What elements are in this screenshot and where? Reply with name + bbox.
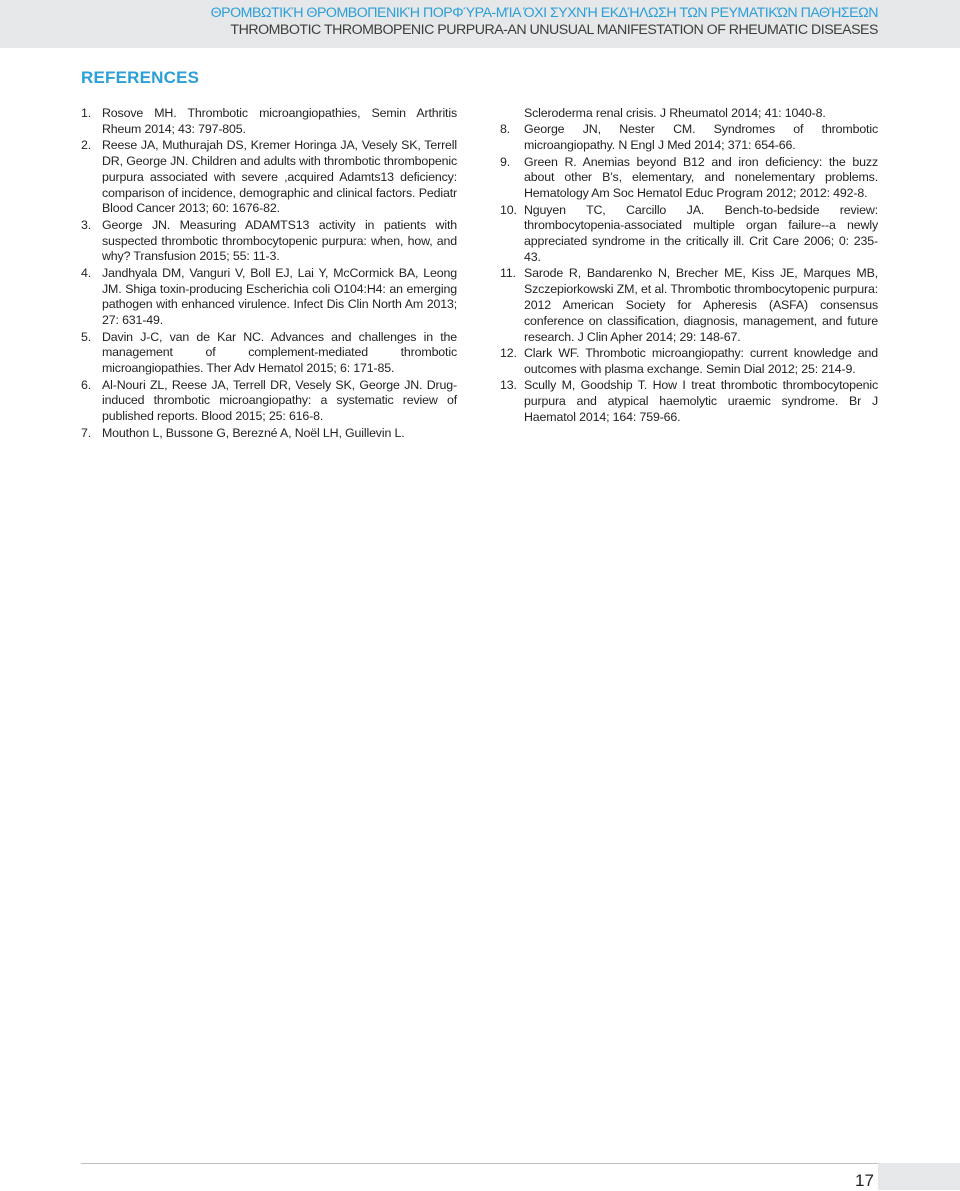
reference-number: 7. <box>81 425 92 440</box>
reference-item <box>81 218 457 265</box>
reference-continuation: Scleroderma renal crisis. J Rheumatol 2014; 41: 1040-8. <box>524 106 826 120</box>
reference-item <box>81 378 457 425</box>
running-header <box>0 0 960 48</box>
footer-rule <box>81 1163 878 1164</box>
reference-item <box>500 203 878 266</box>
reference-number: 8. <box>500 122 511 137</box>
references-right-column <box>500 106 878 426</box>
reference-item <box>500 155 878 202</box>
reference-text: Scully M, Goodship T. How I treat thrombotic thrombocytopenic purpura and atypical haemolytic uraemic syndrome. Br J Haematol 2014; 164: 759-66. <box>524 378 878 424</box>
reference-number: 10. <box>500 202 517 217</box>
page-number: 17 <box>855 1171 874 1190</box>
reference-number: 2. <box>81 138 92 153</box>
reference-item <box>81 266 457 329</box>
reference-item <box>81 426 457 442</box>
section-title: REFERENCES <box>81 68 200 87</box>
reference-number: 3. <box>81 217 92 232</box>
reference-number: 1. <box>81 106 92 120</box>
reference-number: 11. <box>500 266 516 281</box>
reference-text: Al-Nouri ZL, Reese JA, Terrell DR, Vesely SK, George JN. Drug-induced thrombotic microangiopathy: a systematic review of published reports. Blood 2015; 25: 616-8. <box>102 377 457 424</box>
reference-text: Nguyen TC, Carcillo JA. Bench-to-bedside review: thrombocytopenia-associated multiple organ failure--a newly appreciated syndrome in the critically ill. Crit Care 2006; 0: 235-43. <box>524 202 878 264</box>
reference-number: 12. <box>500 345 517 360</box>
reference-text: Rosove MH. Thrombotic microangiopathies, Semin Arthritis Rheum 2014; 43: 797-805. <box>102 106 457 136</box>
reference-text: Reese JA, Muthurajah DS, Kremer Horinga JA, Vesely SK, Terrell DR, George JN. Children and adults with thrombotic thrombopenic purpura associated with severe ,acquired Adamts13 deficiency: comparison of incidence, demographic and clinical factors. Pediatr Blood Cancer 2013; 60: 1676-82. <box>102 138 457 216</box>
reference-number: 9. <box>500 154 511 169</box>
reference-item <box>500 266 878 345</box>
reference-text: Green R. Anemias beyond B12 and iron deficiency: the buzz about other B’s, elementary, and nonelementary problems. Hematology Am Soc Hematol Educ Program 2012; 2012: 492-8. <box>524 154 878 201</box>
footer-tab <box>878 1163 960 1190</box>
header-english-title: THROMBOTIC THROMBOPENIC PURPURA-AN UNUSUAL MANIFESTATION OF RHEUMATIC DISEASES <box>230 22 878 38</box>
reference-item <box>500 346 878 378</box>
reference-text: Jandhyala DM, Vanguri V, Boll EJ, Lai Y, McCormick BA, Leong JM. Shiga toxin-producing Escherichia coli O104:H4: an emerging pathogen with enhanced virulence. Infect Dis Clin North Am 2013; 27: 631-49. <box>102 265 457 328</box>
reference-number: 4. <box>81 265 92 280</box>
header-greek-title: ΘΡΟΜΒΩΤΙΚΉ ΘΡΟΜΒΟΠΕΝΙΚΉ ΠΟΡΦΎΡΑ-ΜΊΑ ΌΧΙ ΣΥΧΝΉ ΕΚΔΉΛΩΣΗ ΤΩΝ ΡΕΥΜΑΤΙΚΏΝ ΠΑΘΉΣΕΩΝ <box>210 5 878 21</box>
reference-number: 13. <box>500 378 517 393</box>
reference-text: Clark WF. Thrombotic microangiopathy: current knowledge and outcomes with plasma exchange. Semin Dial 2012; 25: 214-9. <box>524 345 878 376</box>
reference-text: Mouthon L, Bussone G, Berezné A, Noël LH, Guillevin L. <box>102 425 405 440</box>
reference-item <box>81 330 457 377</box>
reference-item <box>81 138 457 217</box>
reference-text: George JN. Measuring ADAMTS13 activity in patients with suspected thrombotic thrombocytopenic purpura: when, how, and why? Transfusion 2015; 55: 11-3. <box>102 217 457 264</box>
reference-item <box>500 122 878 154</box>
reference-number: 5. <box>81 329 92 344</box>
reference-text: Davin J-C, van de Kar NC. Advances and challenges in the management of complement-mediated thrombotic microangiopathies. Ther Adv Hematol 2015; 6: 171-85. <box>102 329 457 376</box>
reference-text: George JN, Nester CM. Syndromes of thrombotic microangiopathy. N Engl J Med 2014; 371: 654-66. <box>524 122 878 153</box>
reference-item <box>500 378 878 425</box>
reference-text: Sarode R, Bandarenko N, Brecher ME, Kiss JE, Marques MB, Szczepiorkowski ZM, et al. Thrombotic thrombocytopenic purpura: 2012 American Society for Apheresis (ASFA) consensus conference on classification, diagnosis, management, and future research. J Clin Apher 2014; 29: 148-67. <box>524 266 878 344</box>
reference-item <box>81 106 457 138</box>
reference-number: 6. <box>81 377 92 392</box>
references-left-column <box>81 106 457 442</box>
